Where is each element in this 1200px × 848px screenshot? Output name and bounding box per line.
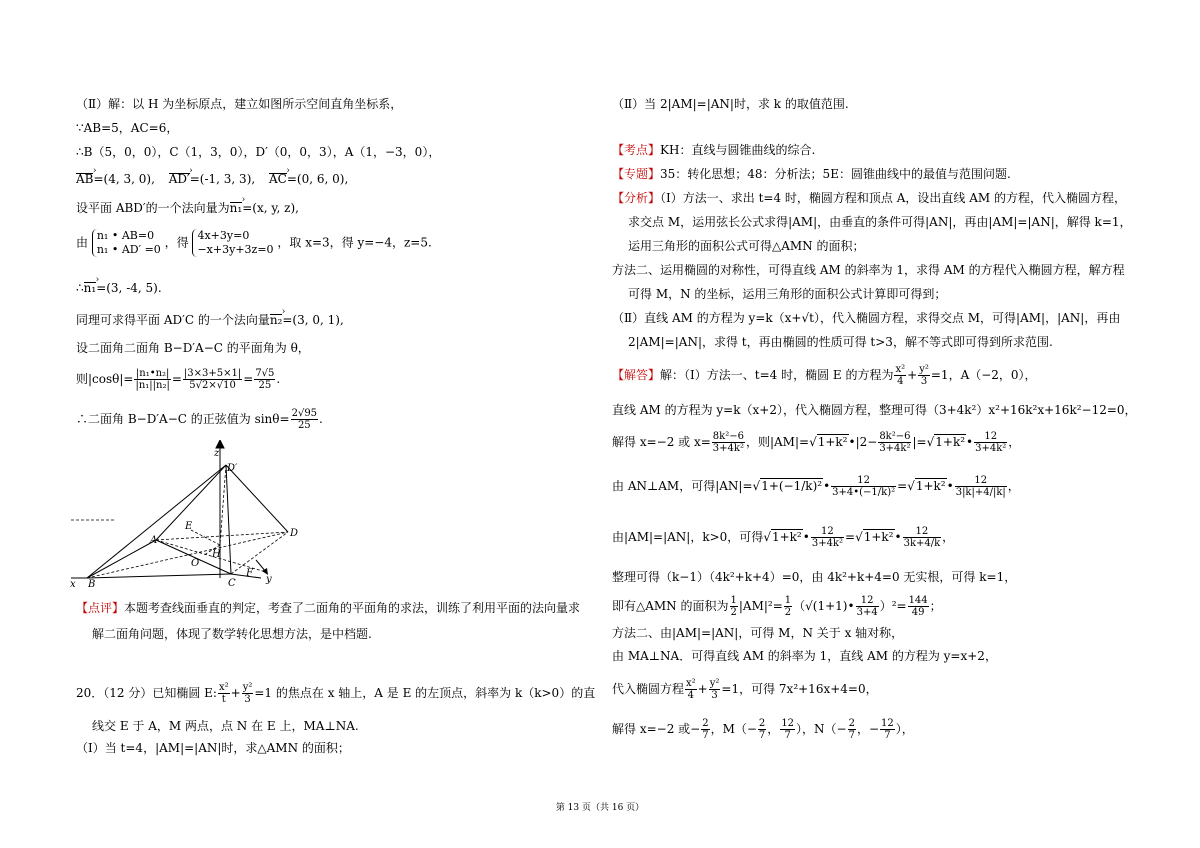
s4-frac-2: $\frac{12}{3k+4/k}$ <box>903 526 941 549</box>
fenxi-line-7: 2|AM|=|AN|，求得 t，再由椭圆的性质可得 t>3，解不等式即可得到所求范围. <box>628 335 1053 349</box>
fig-label-h: H <box>212 549 221 560</box>
s10-frac-4: $\frac{2}{7}$ <box>848 718 855 741</box>
question-20-rest: =1 的焦点在 x 轴上，A 是 E 的左顶点，斜率为 k（k>0）的直 <box>254 686 596 700</box>
step-6 <box>612 593 942 619</box>
vector-n2: n₂ › <box>270 314 283 326</box>
s3-sqrt-1: 1+(−1/k)² <box>761 479 823 493</box>
comment-line-2: 解二面角问题，体现了数学转化思想方法，是中档题. <box>92 627 372 641</box>
fig-label-o: O <box>191 558 200 569</box>
linear-eq-1: 4x+3y=0 <box>197 229 250 242</box>
jd-frac-1: $\frac{\text{x²}}{4}$ <box>895 364 906 387</box>
vector-ac: AC › <box>269 173 287 185</box>
fenxi-line-5: 可得 M，N 的坐标，运用三角形的面积公式计算即可得到； <box>628 287 947 301</box>
normal-vector-line <box>76 201 299 215</box>
fig-label-x: x <box>70 579 76 588</box>
normal-vector-value: =(x, y, z), <box>242 201 299 215</box>
step-10-pre: 解得 x=−2 或− <box>612 722 701 736</box>
fig-label-z: z <box>214 448 220 459</box>
system-rest: ，取 x=3，得 y=−4，z=5. <box>277 235 432 250</box>
sin-pre: ∴二面角 B−D′A−C 的正弦值为 sinθ= <box>76 412 290 426</box>
step-9-rest: =1，可得 7x²+16x+4=0， <box>721 682 878 696</box>
step-6-pre: 即有△AMN 的面积为 <box>612 599 729 613</box>
question-20-pre: 20．（12 分）已知椭圆 E: <box>76 686 217 700</box>
question-20-line-2: 线交 E 于 A，M 两点，点 N 在 E 上，MA⊥NA. <box>92 719 359 733</box>
comment-text-1: 本题考查线面垂直的判定，考查了二面角的平面角的求法，训练了利用平面的法向量求 <box>124 601 581 615</box>
s9-frac-1: $\frac{\text{x²}}{4}$ <box>686 678 696 701</box>
step-7: 方法二、由|AM|=|AN|，可得 M，N 关于 x 轴对称， <box>612 626 904 640</box>
system-de: ，得 <box>164 235 189 250</box>
jieda-rest: =1，A（−2，0）， <box>930 368 1037 382</box>
question-20-part-1: （Ⅰ）当 t=4，|AM|=|AN|时，求△AMN 的面积； <box>76 741 350 755</box>
step-8: 由 MA⊥NA．可得直线 AM 的斜率为 1，直线 AM 的方程为 y=x+2， <box>612 649 997 663</box>
kaodian-tag: 【考点】 <box>612 143 661 157</box>
vector-n1: n₁ › <box>230 202 243 214</box>
step-5: 整理可得（k−1）（4k²+k+4）=0，由 4k²+k+4=0 无实根，可得 k=1， <box>612 570 1017 584</box>
step-9-pre: 代入椭圆方程 <box>612 682 685 696</box>
fenxi-tag: 【分析】 <box>612 191 661 205</box>
jieda-pre: 解：（Ⅰ）方法一、t=4 时，椭圆 E 的方程为 <box>660 368 894 382</box>
cos-line: 则|cosθ|= $\frac{\text{|n₁•n₂|}}{\text{|n₁||n₂|}}$ = $\frac{|3\times 3+5\times 1|}{5√2\times√10}$ = $\frac{7√5}{25}$ . <box>76 368 281 391</box>
s6-frac-1: $\frac{1}{2}$ <box>730 595 737 618</box>
s3-sqrt-2: 1+k² <box>915 479 946 493</box>
vector-ad: AD′ › <box>169 173 190 185</box>
fenxi-line-6: （Ⅱ）直线 AM 的方程为 y=k（x+√t），代入椭圆方程，求得交点 M，可得|AM|，|AN|，再由 <box>612 311 1121 325</box>
jieda-line <box>612 362 1037 388</box>
s2-frac-3: $\frac{12}{\text{3+4k²}}$ <box>975 431 1007 454</box>
s3-frac-2: $\frac{12}{3|k|+4/|k|}$ <box>955 475 1006 498</box>
n2-text: 同理可求得平面 AD′C 的一个法向量 <box>76 313 270 327</box>
cos-end: . <box>276 372 281 386</box>
zhuanti-text: 35：转化思想；48：分析法；5E：圆锥曲线中的最值与范围问题. <box>660 167 1011 181</box>
fenxi-line-3: 运用三角形的面积公式可得△AMN 的面积； <box>628 239 865 253</box>
cos-pre: 则|cosθ|= <box>76 372 134 386</box>
step-10-end: ）， <box>895 722 914 736</box>
q-plus: + <box>230 686 241 700</box>
n2-value: =(3, 0, 1), <box>282 313 344 327</box>
cos-frac-3: $\frac{7√5}{25}$ <box>255 368 275 391</box>
kaodian-line <box>612 143 815 157</box>
vector-ab: AB › <box>76 173 93 185</box>
s4-sqrt-1: 1+k² <box>771 530 802 544</box>
step-6-end: ； <box>929 599 942 613</box>
s10-frac-5: $\frac{12}{7}$ <box>881 718 894 741</box>
page-footer: 第 13 页（共 16 页） <box>555 803 645 813</box>
fig-label-d-prime: D′ <box>227 463 238 474</box>
system-you: 由 <box>76 235 89 250</box>
s9-plus: + <box>697 682 708 696</box>
fig-label-f: F <box>246 568 253 579</box>
step-10-c2: ，− <box>856 722 880 736</box>
question-20-part-2: （Ⅱ）当 2|AM|=|AN|时，求 k 的取值范围. <box>612 97 849 111</box>
fig-label-y: y <box>266 574 272 585</box>
zhuanti-line <box>612 167 1011 181</box>
comment-tag: 【点评】 <box>76 601 125 615</box>
step-3-dot: • <box>946 479 954 493</box>
step-2-mid2: |= <box>912 435 927 449</box>
s6-frac-3: $\frac{12}{3+4}$ <box>856 595 878 618</box>
pyramid-figure <box>66 440 316 588</box>
n1-result-line <box>76 281 162 295</box>
vector-ab-value: =(4, 3, 0), <box>93 172 155 186</box>
comment-line-1 <box>76 601 580 615</box>
step-3-pre: 由 AN⊥AM，可得|AN|= <box>612 479 753 493</box>
s6-frac-2: $\frac{1}{2}$ <box>784 595 792 618</box>
fig-label-e: E <box>185 521 193 532</box>
fig-label-d: D <box>290 528 299 539</box>
s2-frac-2: $\frac{\text{8k²−6}}{\text{3+4k²}}$ <box>879 431 911 454</box>
step-4-eq: = <box>845 530 856 544</box>
step-6-mid3: ）²= <box>879 599 907 613</box>
s4-frac-1: $\frac{12}{\text{3+4k²}}$ <box>811 526 843 549</box>
step-2-pre: 解得 x=−2 或 x= <box>612 435 711 449</box>
n1-result-value: =(3, -4, 5). <box>96 281 162 295</box>
fenxi-line-2: 求交点 M，运用弦长公式求得|AM|，由垂直的条件可得|AN|，再由|AM|=|AN|，解得 k=1， <box>628 215 1132 229</box>
fig-label-c: C <box>228 578 236 588</box>
s9-frac-2: $\frac{\text{y²}}{3}$ <box>709 678 720 701</box>
s4-sqrt-2: 1+k² <box>863 530 894 544</box>
vector-n1-result: n₁ › <box>84 282 97 294</box>
step-9 <box>612 676 878 702</box>
n1-result-pre: ∴ <box>76 281 84 295</box>
step-4-pre: 由|AM|=|AN|，k>0，可得 <box>612 530 764 544</box>
step-2-abs: •|2− <box>848 435 878 449</box>
fenxi-line-1 <box>612 191 1126 205</box>
left-line-3: ∴B（5，0，0），C（1，3，0），D′（0，0，3），A（1，−3，0）， <box>76 145 441 159</box>
step-2-end: ， <box>1008 435 1021 449</box>
step-3: 由 AN⊥AM，可得|AN|=√1+(−1/k)²• $\frac{12}{\text{3+4•(−1/k)²}}$ =√1+k²• $\frac{12}{3|k|+4/|k|}$ ， <box>612 475 1020 498</box>
cos-frac-2: $\frac{|3\times 3+5\times 1|}{5√2\times√10}$ <box>183 368 242 391</box>
q-frac-2: $\frac{\text{y²}}{3}$ <box>242 682 253 705</box>
vector-system <box>92 229 161 257</box>
vector-ac-value: =(0, 6, 0), <box>286 172 349 186</box>
step-10-c: ， <box>767 722 780 736</box>
step-6-mid: |AM|²= <box>738 599 783 613</box>
fenxi-text-1: （Ⅰ）方法一、求出 t=4 时，椭圆方程和顶点 A，设出直线 AM 的方程，代入椭圆方程， <box>660 191 1126 205</box>
step-6-mid2: （√(1+1)• <box>793 599 855 613</box>
system-eq-2: n₁ • AD′ =0 <box>96 243 161 256</box>
sin-line <box>76 406 323 432</box>
system-eq-1: n₁ • AB=0 <box>96 229 155 242</box>
cos-frac-1: $\frac{\text{|n₁•n₂|}}{\text{|n₁||n₂|}}$ <box>135 368 170 391</box>
left-line-9: 设二面角二面角 B−D′A−C 的平面角为 θ， <box>76 341 310 355</box>
step-4: 由|AM|=|AN|，k>0，可得√1+k²• $\frac{12}{\text{3+4k²}}$ =√1+k²• $\frac{12}{3k+4/k}$ ， <box>612 526 955 549</box>
question-20-line <box>76 680 595 706</box>
step-2-mid: ，则|AM|= <box>745 435 810 449</box>
step-2: 解得 x=−2 或 x= $\frac{\text{8k²−6}}{\text{3+4k²}}$ ，则|AM|=√1+k²•|2− $\frac{\text{8k²−6}}{\text{3+4k²}}$ |=√1+k²• $\frac{12}{\text{3+4k²}}$ ， <box>612 431 1021 454</box>
step-10-m: ，M（− <box>710 722 757 736</box>
n2-line <box>76 313 344 327</box>
left-line-1: （Ⅱ）解：以 H 为坐标原点，建立如图所示空间直角坐标系， <box>76 97 403 111</box>
step-1: 直线 AM 的方程为 y=k（x+2），代入椭圆方程，整理可得（3+4k²）x²+16k²x+16k²−12=0， <box>612 403 1137 417</box>
left-vectors-line <box>76 172 348 186</box>
s6-frac-4: $\frac{144}{49}$ <box>908 595 928 618</box>
system-line <box>76 229 432 257</box>
s2-frac-1: $\frac{\text{8k²−6}}{\text{3+4k²}}$ <box>712 431 744 454</box>
step-3-eq: = <box>897 479 908 493</box>
left-line-2: ∵AB=5，AC=6， <box>76 121 179 135</box>
s3-frac-1: $\frac{12}{\text{3+4•(−1/k)²}}$ <box>832 475 896 498</box>
sin-frac: $\frac{2√95}{25}$ <box>291 408 318 431</box>
step-10-n: ），N（− <box>796 722 847 736</box>
sin-end: . <box>319 412 323 426</box>
jieda-tag: 【解答】 <box>612 368 661 382</box>
s10-frac-3: $\frac{12}{7}$ <box>781 718 795 741</box>
jd-plus: + <box>907 368 918 382</box>
linear-eq-2: −x+3y+3z=0 <box>197 243 274 256</box>
s2-sqrt-2: 1+k² <box>935 435 966 449</box>
q-frac-1: $\frac{\text{x²}}{t}$ <box>218 682 229 705</box>
s10-frac-2: $\frac{2}{7}$ <box>758 718 766 741</box>
vector-ad-value: =(-1, 3, 3), <box>189 172 256 186</box>
step-3-end: ， <box>1007 479 1020 493</box>
fig-label-a: A <box>150 535 158 546</box>
step-4-end: ， <box>942 530 955 544</box>
jd-frac-2: $\frac{\text{y²}}{3}$ <box>919 364 929 387</box>
step-2-dot: • <box>966 435 974 449</box>
step-10 <box>612 716 914 742</box>
kaodian-text: KH：直线与圆锥曲线的综合. <box>660 143 816 157</box>
s10-frac-1: $\frac{2}{7}$ <box>702 718 709 741</box>
zhuanti-tag: 【专题】 <box>612 167 661 181</box>
linear-system <box>192 229 273 257</box>
fenxi-line-4: 方法二、运用椭圆的对称性，可得直线 AM 的斜率为 1，求得 AM 的方程代入椭圆方程，解方程 <box>612 263 1125 277</box>
s2-sqrt-1: 1+k² <box>817 435 848 449</box>
normal-vector-text: 设平面 ABD′的一个法向量为 <box>76 201 230 215</box>
fig-label-b: B <box>88 579 96 588</box>
